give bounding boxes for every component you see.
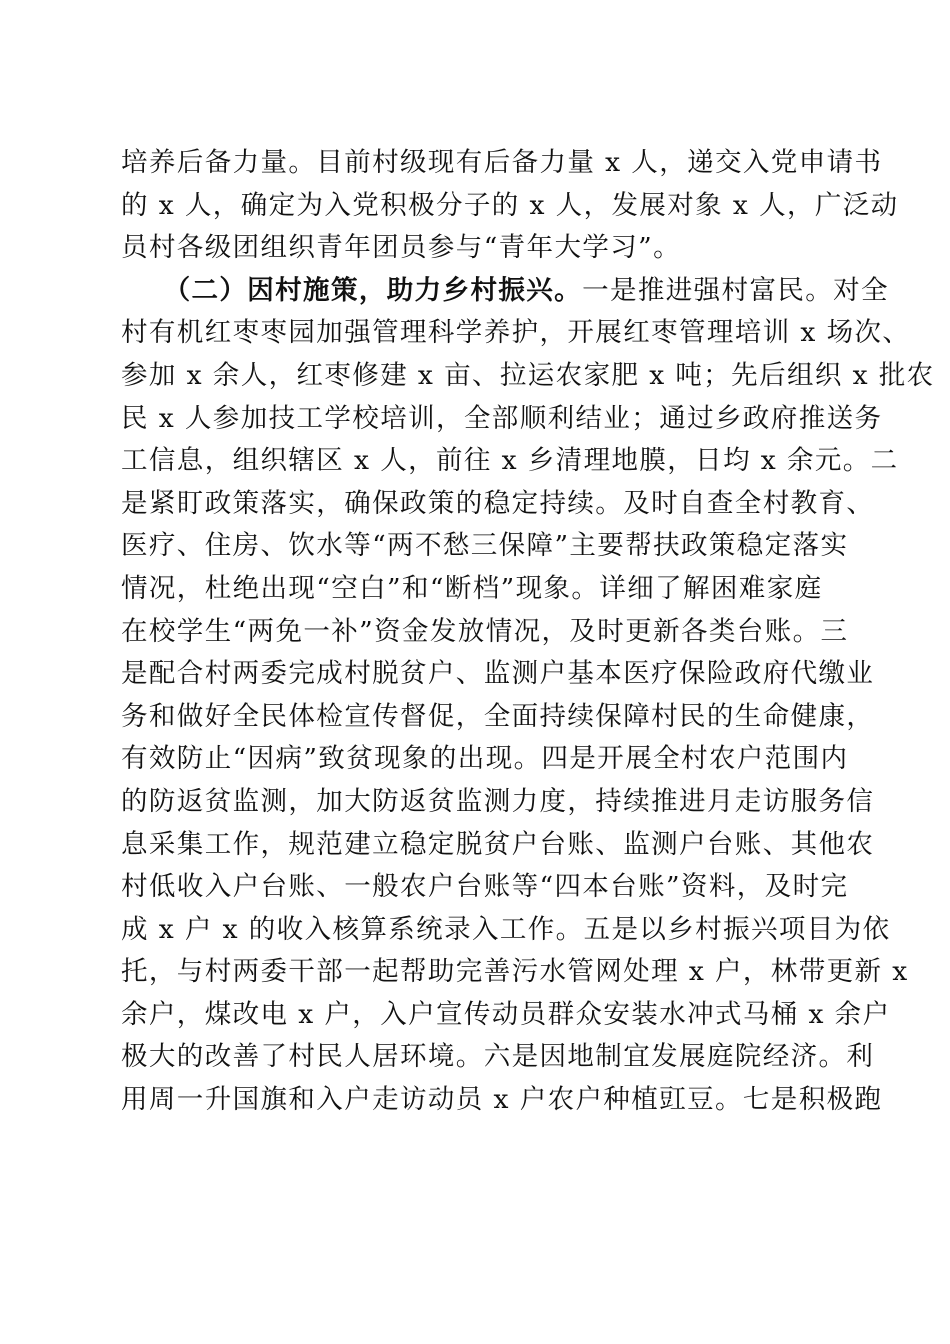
text-line: 员村各级团组织青年团员参与“青年大学习”。	[121, 232, 681, 264]
text-line: 是配合村两委完成村脱贫户、监测户基本医疗保险政府代缴业	[121, 658, 875, 690]
text-line: 村低收入户台账、一般农户台账等“四本台账”资料，及时完	[121, 871, 849, 903]
text-line: 参加 x 余人，红枣修建 x 亩、拉运农家肥 x 吨；先后组织 x 批农	[121, 359, 935, 391]
text-line: 情况，杜绝出现“空白”和“断档”现象。详细了解困难家庭	[121, 572, 823, 604]
text-line: 息采集工作，规范建立稳定脱贫户台账、监测户台账、其他农	[121, 828, 875, 860]
text-line: 工信息，组织辖区 x 人，前往 x 乡清理地膜，日均 x 余元。二	[121, 445, 899, 477]
text-line: 极大的改善了村民人居环境。六是因地制宜发展庭院经济。利	[121, 1041, 875, 1073]
text-line: 在校学生“两免一补”资金发放情况，及时更新各类台账。三	[121, 615, 849, 647]
text-line: 民 x 人参加技工学校培训，全部顺利结业；通过乡政府推送务	[121, 402, 883, 434]
text-line: 村有机红枣枣园加强管理科学养护，开展红枣管理培训 x 场次、	[121, 317, 911, 349]
text-line: 托，与村两委干部一起帮助完善污水管网处理 x 户，林带更新 x	[121, 956, 909, 988]
text-line: 有效防止“因病”致贫现象的出现。四是开展全村农户范围内	[121, 743, 849, 775]
text-line: 务和做好全民体检宣传督促，全面持续保障村民的生命健康，	[121, 700, 875, 732]
document-body	[121, 142, 935, 1122]
text-line: 医疗、住房、饮水等“两不愁三保障”主要帮扶政策稳定落实	[121, 530, 849, 562]
text-line: 余户，煤改电 x 户，入户宣传动员群众安装水冲式马桶 x 余户	[121, 998, 891, 1030]
text-line: 成 x 户 x 的收入核算系统录入工作。五是以乡村振兴项目为依	[121, 913, 891, 945]
text-line: 培养后备力量。目前村级现有后备力量 x 人，递交入党申请书	[121, 147, 883, 178]
text-line: 的 x 人，确定为入党积极分子的 x 人，发展对象 x 人，广泛动	[121, 189, 899, 221]
text-line: 用周一升国旗和入户走访动员 x 户农户种植豇豆。七是积极跑	[121, 1084, 883, 1116]
text-line: 是紧盯政策落实，确保政策的稳定持续。及时自查全村教育、	[121, 487, 875, 519]
section-heading-continuation: 一是推进强村富民。对全	[582, 274, 889, 306]
section-heading: （二）因村施策，助力乡村振兴。	[176, 274, 583, 306]
text-line: 的防返贫监测，加大防返贫监测力度，持续推进月走访服务信	[121, 785, 875, 817]
section-heading-line	[121, 270, 889, 313]
